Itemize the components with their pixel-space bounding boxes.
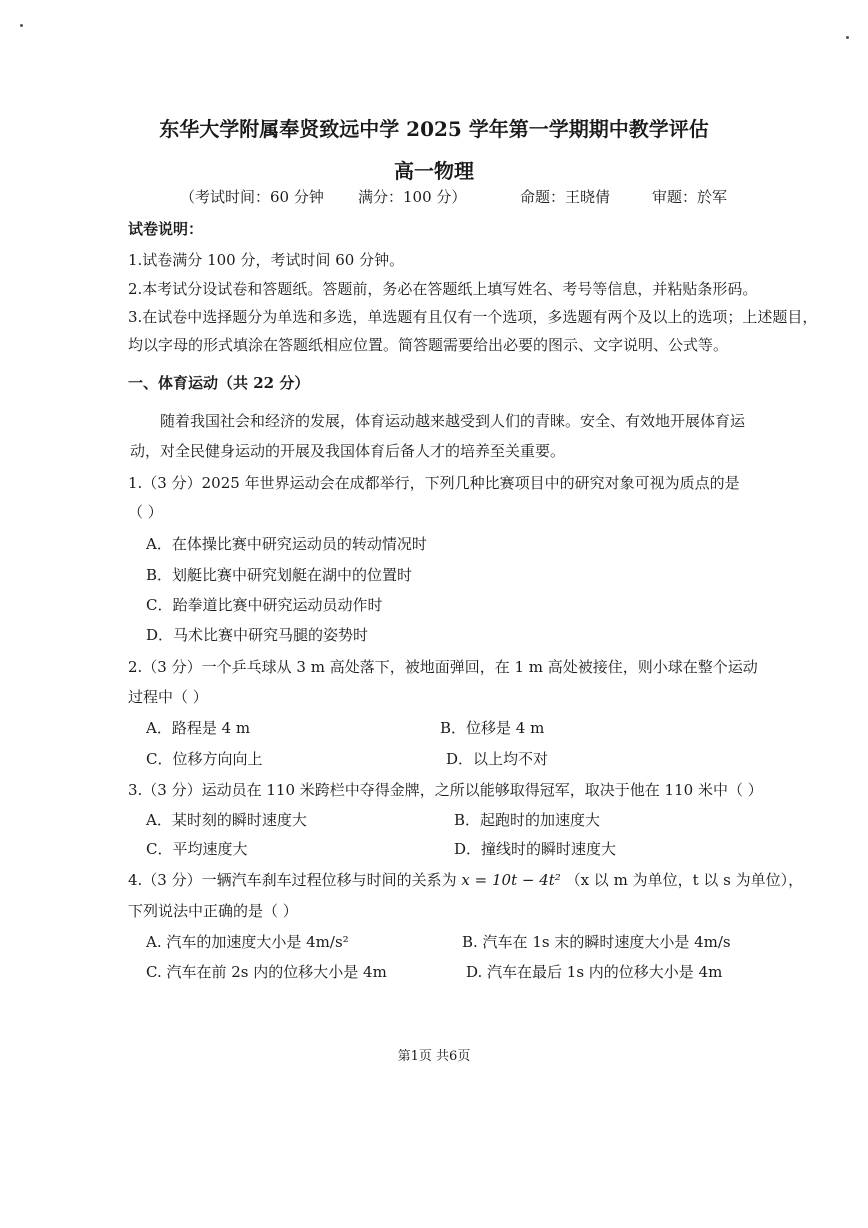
option-c: C．跆拳道比赛中研究运动员动作时 [146, 596, 383, 614]
option-b: B. 汽车在 1s 末的瞬时速度大小是 4m/s [462, 933, 731, 951]
question-stem: 下列说法中正确的是（ ） [128, 902, 298, 920]
option-d: D．以上均不对 [446, 750, 549, 768]
exam-time: （考试时间：60 分钟 [180, 188, 324, 206]
option-c: C．平均速度大 [146, 840, 248, 858]
answer-bracket: （ ） [128, 503, 163, 521]
note-item: 3.在试卷中选择题分为单选和多选，单选题有且仅有一个选项，多选题有两个及以上的选项；上述题目， [128, 308, 818, 326]
section-intro: 随着我国社会和经济的发展，体育运动越来越受到人们的青睐。安全、有效地开展体育运 [160, 412, 746, 430]
scan-mark [20, 24, 23, 27]
scan-mark [846, 36, 849, 39]
formula: x = 10t − 4t² [461, 871, 561, 889]
option-b: B．起跑时的加速度大 [454, 811, 601, 829]
option-d: D．撞线时的瞬时速度大 [454, 840, 617, 858]
section-intro: 动，对全民健身运动的开展及我国体育后备人才的培养至关重要。 [130, 442, 566, 460]
exam-title: 东华大学附属奉贤致远中学 2025 学年第一学期期中教学评估 [159, 117, 709, 141]
option-a: A．在体操比赛中研究运动员的转动情况时 [146, 535, 427, 553]
question-stem: 3.（3 分）运动员在 110 米跨栏中夺得金牌，之所以能够取得冠军，取决于他在 110 米中（ ） [128, 781, 763, 799]
stem-text: （x 以 m 为单位，t 以 s 为单位）， [565, 871, 804, 889]
question-stem: 2.（3 分）一个乒乓球从 3 m 高处落下，被地面弹回，在 1 m 高处被接住，则小球在整个运动 [128, 658, 758, 676]
option-c: C．位移方向向上 [146, 750, 263, 768]
option-a: A．路程是 4 m [146, 719, 251, 737]
option-d: D．马术比赛中研究马腿的姿势时 [146, 626, 369, 644]
notes-heading: 试卷说明： [128, 220, 204, 238]
option-a: A. 汽车的加速度大小是 4m/s² [146, 933, 349, 951]
note-item: 1.试卷满分 100 分，考试时间 60 分钟。 [128, 251, 405, 269]
question-stem: 1.（3 分）2025 年世界运动会在成都举行，下列几种比赛项目中的研究对象可视为质点的是 [128, 474, 740, 492]
question-stem: 过程中（ ） [128, 688, 208, 706]
note-item: 2.本考试分设试卷和答题纸。答题前，务必在答题纸上填写姓名、考号等信息，并粘贴条形码。 [128, 280, 758, 298]
full-score: 满分：100 分） [358, 188, 467, 206]
author: 命题：王晓倩 [520, 188, 611, 206]
reviewer: 审题：於军 [652, 188, 728, 206]
stem-text: 4.（3 分）一辆汽车刹车过程位移与时间的关系为 [128, 871, 457, 889]
option-b: B．位移是 4 m [440, 719, 545, 737]
option-b: B．划艇比赛中研究划艇在湖中的位置时 [146, 566, 413, 584]
section-heading: 一、体育运动（共 22 分） [128, 374, 310, 392]
option-a: A．某时刻的瞬时速度大 [146, 811, 307, 829]
option-c: C. 汽车在前 2s 内的位移大小是 4m [146, 963, 387, 981]
option-d: D. 汽车在最后 1s 内的位移大小是 4m [466, 963, 723, 981]
page-number: 第1页 共6页 [397, 1049, 471, 1064]
exam-subject: 高一物理 [394, 159, 474, 183]
note-item: 均以字母的形式填涂在答题纸相应位置。简答题需要给出必要的图示、文字说明、公式等。 [128, 336, 729, 354]
question-stem [128, 869, 803, 890]
